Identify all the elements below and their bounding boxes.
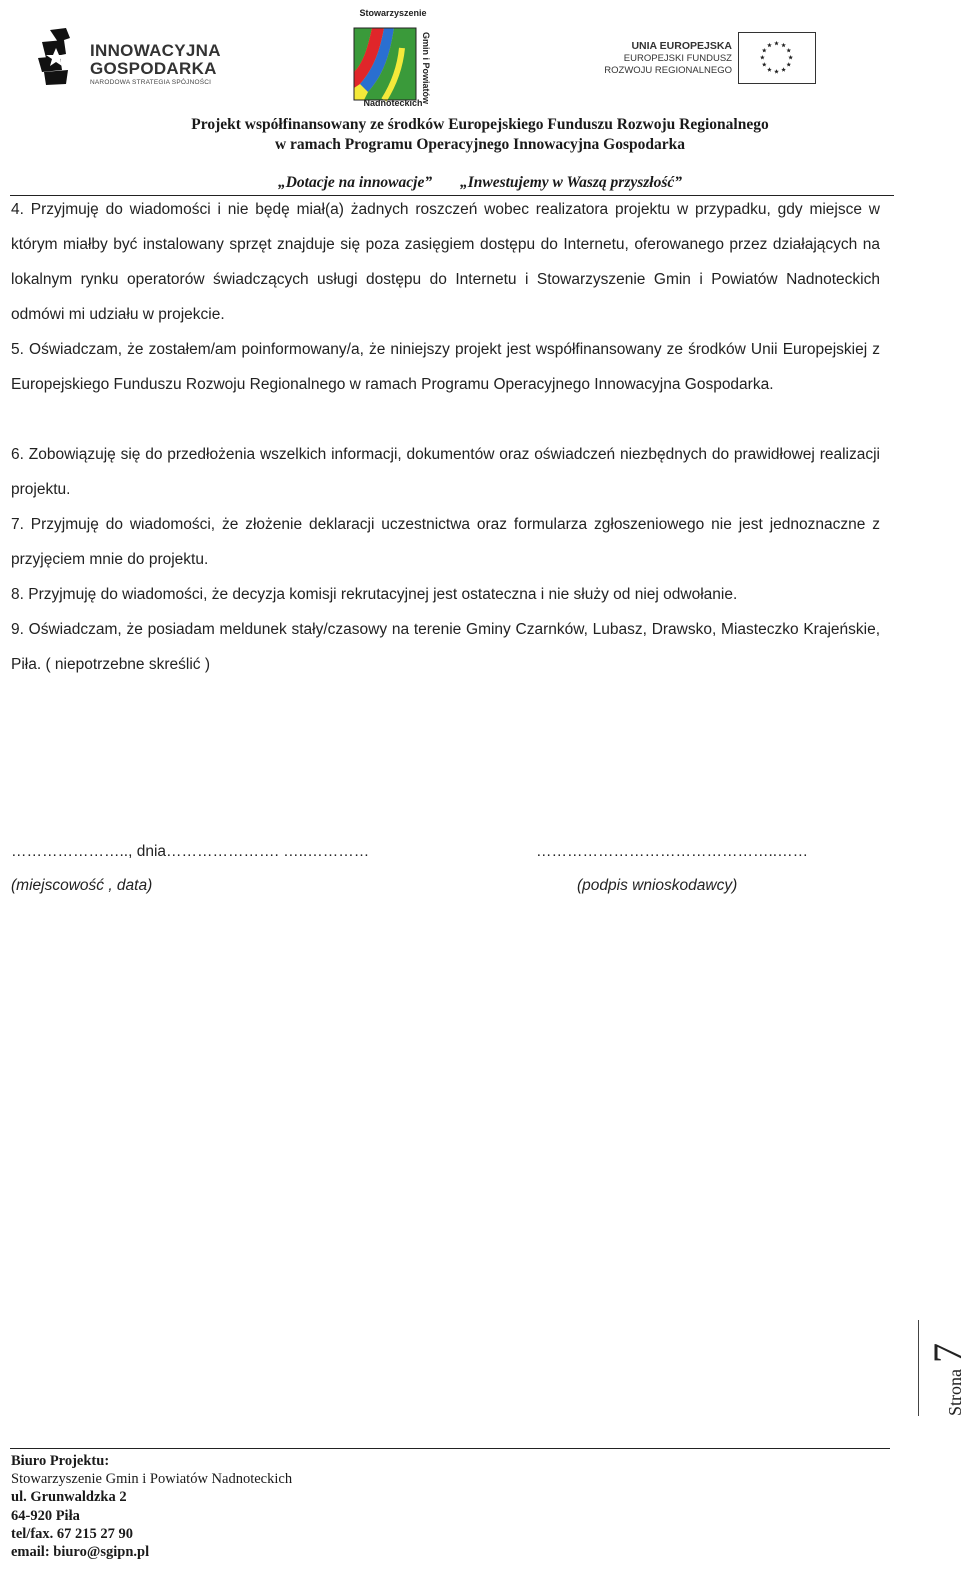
slogan-dotacje: „Dotacje na innowacje” <box>277 174 433 191</box>
slogans <box>0 174 960 192</box>
footer-phone: tel/fax. 67 215 27 90 <box>11 1525 134 1542</box>
footer-city: 64-920 Piła <box>11 1507 80 1524</box>
project-program-line: w ramach Programu Operacyjnego Innowacyjna Gospodarka <box>274 136 686 153</box>
eu-fund-text: EUROPEJSKI FUNDUSZ <box>623 53 732 64</box>
footer-organization: Stowarzyszenie Gmin i Powiatów Nadnoteckich <box>11 1471 293 1488</box>
paragraph-7: 7. Przyjmuję do wiadomości, że złożenie deklaracji uczestnictwa oraz formularza zgłoszeniowego nie jest jednoznaczne z przyjęciem mnie do projektu. <box>11 516 880 568</box>
stowarzyszenie-logo-bottom-text: Nadnoteckich <box>363 98 423 108</box>
innowacyjna-text: INNOWACYJNA <box>90 41 221 60</box>
place-date-caption: (miejscowość , data) <box>11 877 153 894</box>
paragraph-8: 8. Przyjmuję do wiadomości, że decyzja komisji rekrutacyjnej jest ostateczna i nie służy od niej odwołanie. <box>11 586 738 603</box>
eu-logo <box>600 32 820 84</box>
gospodarka-text: GOSPODARKA <box>90 59 217 78</box>
innowacyjna-gospodarka-emblem-icon <box>36 28 82 86</box>
paragraph-9: 9. Oświadczam, że posiadam meldunek stały/czasowy na terenie Gminy Czarnków, Lubasz, Drawsko, Miasteczko Krajeńskie, Piła. ( niepotrzebne skreślić ) <box>11 621 880 673</box>
signature-field: ………………………………………..…… <box>536 843 809 860</box>
stowarzyszenie-emblem-icon <box>354 28 416 100</box>
paragraph-5: 5. Oświadczam, że zostałem/am poinformowany/a, że niniejszy projekt jest współfinansowany ze środków Unii Europejskiej z Europejskiego Funduszu Rozwoju Regionalnego w ramach Programu Operacyjnego Innowacyjna Gospodarka. <box>11 341 880 393</box>
project-cofinancing-line: Projekt współfinansowany ze środków Europejskiego Funduszu Rozwoju Regionalnego <box>191 116 769 133</box>
narodowa-strategia-text: NARODOWA STRATEGIA SPÓJNOŚCI <box>90 79 212 86</box>
page-number: 7 <box>925 1343 970 1363</box>
page-number-divider <box>918 1320 919 1416</box>
paragraph-6: 6. Zobowiązuję się do przedłożenia wszelkich informacji, dokumentów oraz oświadczeń niezbędnych do prawidłowej realizacji projektu. <box>11 446 880 498</box>
footer-address <box>11 1452 292 1561</box>
place-date-field: ………………….., dnia…………………. …..………… <box>11 843 370 860</box>
footer-email: email: biuro@sgipn.pl <box>11 1544 150 1561</box>
eu-regional-text: ROZWOJU REGIONALNEGO <box>604 65 732 76</box>
page-number-rotated <box>924 1343 971 1416</box>
svg-text:Gmin i Powiatów: Gmin i Powiatów <box>421 32 431 105</box>
page-number-block <box>918 1320 970 1420</box>
stowarzyszenie-logo-top-text: Stowarzyszenie <box>359 8 427 18</box>
footer-street: ul. Grunwaldzka 2 <box>11 1489 127 1506</box>
slogan-inwestujemy: „Inwestujemy w Waszą przyszłość” <box>459 174 683 191</box>
page-label: Strona <box>945 1369 965 1416</box>
eu-flag-icon <box>738 32 816 84</box>
signature-caption: (podpis wnioskodawcy) <box>577 877 738 894</box>
paragraph-4: 4. Przyjmuję do wiadomości i nie będę miał(a) żadnych roszczeń wobec realizatora projektu w przypadku, gdy miejsce w którym miałby być instalowany sprzęt znajduje się poza zasięgiem dostępu do Internetu, oferowanego przez działających na lokalnym rynku operatorów świadczących usługi dostępu do Internetu i Stowarzyszenie Gmin i Powiatów Nadnoteckich odmówi mi udziału w projekcie. <box>11 201 880 323</box>
footer-divider <box>10 1448 890 1449</box>
stowarzyszenie-logo-side-text <box>412 30 431 105</box>
stowarzyszenie-logo <box>352 8 434 108</box>
eu-union-text: UNIA EUROPEJSKA <box>631 40 732 52</box>
footer-title: Biuro Projektu: <box>11 1453 110 1469</box>
innowacyjna-gospodarka-logo <box>36 28 236 88</box>
eu-stars-icon <box>739 33 814 82</box>
